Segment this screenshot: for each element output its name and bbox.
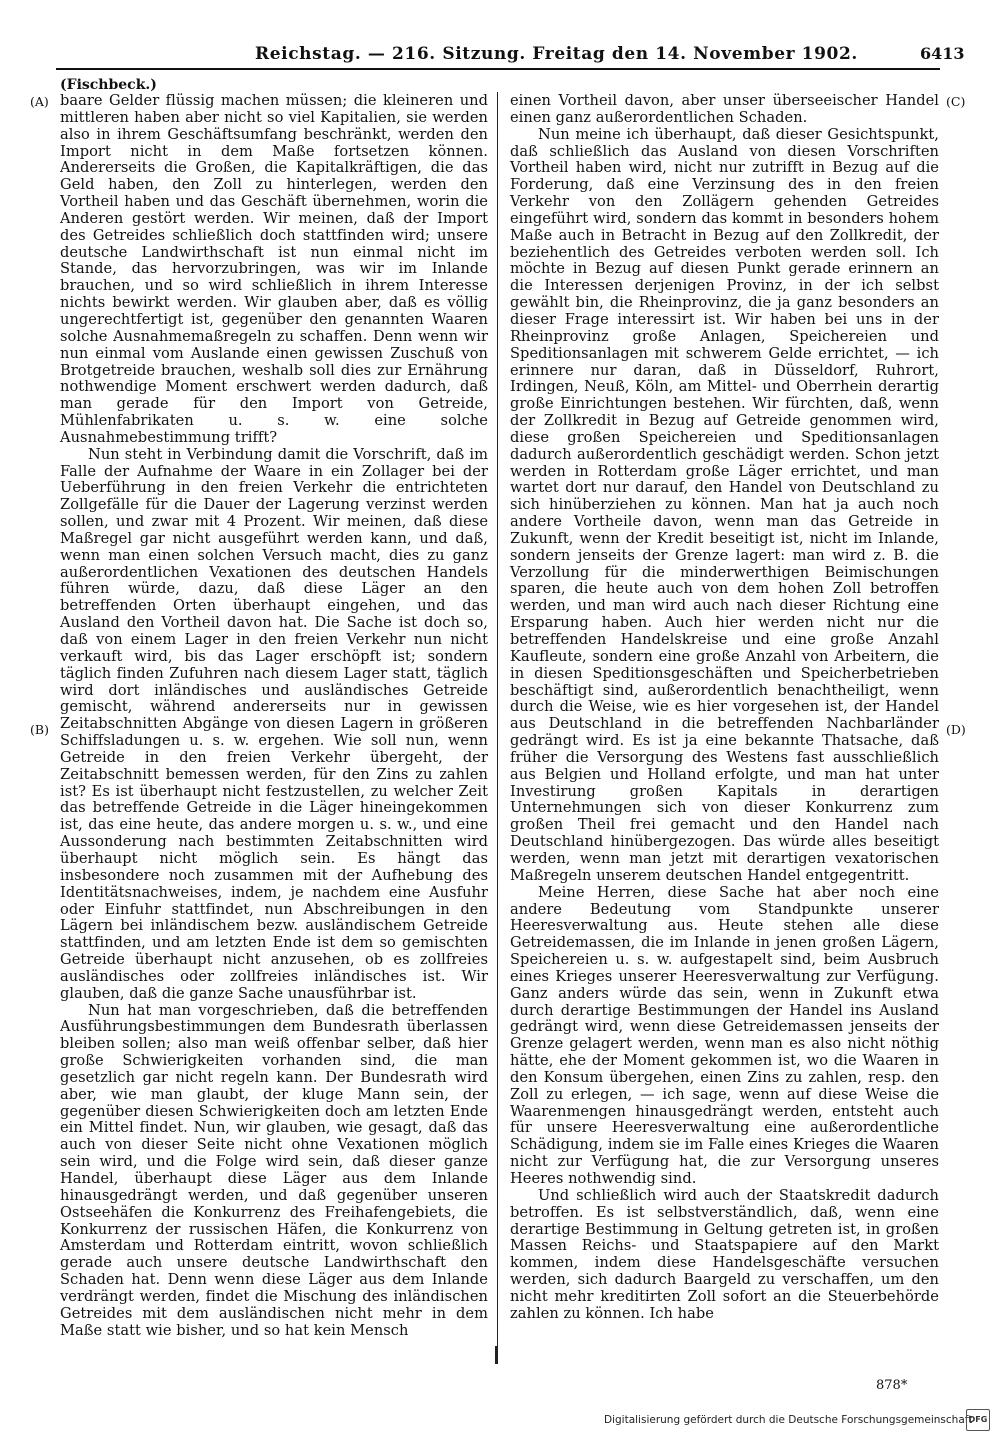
margin-mark-a: (A) <box>30 94 49 109</box>
column-divider <box>497 92 498 1358</box>
right-column <box>510 93 939 1323</box>
column-divider-mark <box>495 1346 498 1364</box>
page-number: 6413 <box>920 44 965 63</box>
margin-mark-b: (B) <box>30 722 49 737</box>
margin-mark-d: (D) <box>946 722 966 737</box>
sheet-signature: 878* <box>876 1378 908 1393</box>
paragraph: Nun meine ich überhaupt, daß dieser Gesichtspunkt, daß schließlich das Ausland von diesen Vorschriften Vortheil haben wird, nicht nur zutrifft in Bezug auf die Forderung, daß eine Verzinsung des in den freien Verkehr von den Zollägern gehenden Getreides eingeführt wird, sondern das kommt in besonders hohem Maße auch in Betracht in Bezug auf den Zollkredit, der beziehentlich des Getreides verboten werden soll. Ich möchte in Bezug auf diesen Punkt gerade erinnern an die Interessen derjenigen Provinz, in der ich selbst gewählt bin, die Rheinprovinz, die ja ganz besonders an dieser Frage interessirt ist. Wir haben bei uns in der Rheinprovinz große Anlagen, Speichereien und Speditionsanlagen mit schwerem Gelde errichtet, — ich erinnere nur daran, daß in Düsseldorf, Ruhrort, Irdingen, Neuß, Köln, am Mittel- und Oberrhein derartig große Einrichtungen bestehen. Wir fürchten, daß, wenn der Zollkredit in Bezug auf Getreide genommen wird, diese großen Speichereien und Speditionsanlagen dadurch außerordentlich geschädigt werden. Schon jetzt werden in Rotterdam große Läger errichtet, und man wartet dort nur darauf, den Handel von Deutschland zu sich hinüberziehen zu können. Man hat ja auch noch andere Vortheile davon, wenn man das Getreide in Zukunft, wenn der Kredit beseitigt ist, nicht im Inlande, sondern jenseits der Grenze lagert: man wird z. B. die Verzollung für die minderwerthigen Beimischungen sparen, die heute auch von dem hohen Zoll betroffen werden, und man wird auch nach dieser Richtung eine Ersparung haben. Auch hier werden nicht nur die betreffenden Handelskreise und eine große Anzahl Kaufleute, sondern eine große Anzahl von Arbeitern, die in diesen Speditionsgeschäften und Speicherbetrieben beschäftigt sind, außerordentlich benachtheiligt, wenn durch die Weise, wie es hier vorgesehen ist, der Handel aus Deutschland in die betreffenden Nachbarländer gedrängt wird. Es ist ja eine bekannte Thatsache, daß früher die Versorgung des Westens fast ausschließlich aus Belgien und Holland erfolgte, und man hat unter Investirung großen Kapitals in derartigen Unternehmungen sich von dieser Konkurrenz zum großen Theil frei gemacht und den Handel nach Deutschland hinübergezogen. Das würde alles beseitigt werden, wenn man jetzt mit derartigen vexatorischen Maßregeln unserem deutschen Handel entgegentritt. <box>510 125 939 884</box>
dfg-logo-icon: DFG <box>966 1409 990 1431</box>
page-header <box>0 44 1000 68</box>
digitization-credit: Digitalisierung gefördert durch die Deutsche Forschungsgemeinschaft <box>604 1414 973 1426</box>
paragraph: einen Vortheil davon, aber unser überseeischer Handel einen ganz außerordentlichen Schaden. <box>510 92 939 126</box>
paragraph: Nun steht in Verbindung damit die Vorschrift, daß im Falle der Aufnahme der Waare in ein Zollager bei der Ueberführung in den freien Verkehr die entrichteten Zollgefälle für die Dauer der Lagerung verzinst werden sollen, und zwar mit 4 Prozent. Wir meinen, daß diese Maßregel gar nicht ausgeführt werden kann, und daß, wenn man einen solchen Versuch macht, dies zu ganz außerordentlichen Vexationen des deutschen Handels führen würde, dazu, daß diese Läger an den betreffenden Orten überhaupt eingehen, und das Ausland den Vortheil davon hat. Die Sache ist doch so, daß von einem Lager in den freien Verkehr nun nicht verkauft wird, bis das Lager erschöpft ist; sondern täglich finden Zufuhren nach diesem Lager statt, täglich wird dort inländisches und ausländisches Getreide gemischt, während andererseits nur in gewissen Zeitabschnitten Abgänge von diesen Lagern in größeren Schiffsladungen u. s. w. ergehen. Wie soll nun, wenn Getreide in den freien Verkehr übergeht, der Zeitabschnitt bemessen werden, für den Zins zu zahlen ist? Es ist überhaupt nicht festzustellen, zu welcher Zeit das betreffende Getreide in die Läger hineingekommen ist, das eine heute, das andere morgen u. s. w., und eine Aussonderung nach bestimmten Zeitabschnitten wird überhaupt nicht möglich sein. Es hängt das insbesondere noch zusammen mit der Aufhebung des Identitätsnachweises, indem, je nachdem eine Ausfuhr oder Einfuhr stattfindet, nun Abschreibungen in den Lägern bei inländischem bezw. ausländischem Getreide stattfinden, und am letzten Ende ist dem so gemischten Getreide überhaupt nicht anzusehen, ob es zollfreies ausländisches oder zollfreies inländisches ist. Wir glauben, daß die ganze Sache unausführbar ist. <box>60 445 488 1002</box>
left-column <box>60 93 488 1339</box>
paragraph: Und schließlich wird auch der Staatskredit dadurch betroffen. Es ist selbstverständlich, daß, wenn eine derartige Bestimmung in Geltung getreten ist, in großen Massen Reichs- und Staatspapiere auf den Markt kommen, indem diese Handelsgeschäfte versuchen werden, sich dadurch Baargeld zu verschaffen, um den nicht mehr kreditirten Zoll sofort an die Steuerbehörde zahlen zu können. Ich habe <box>510 1186 939 1322</box>
header-rule <box>56 68 940 70</box>
page-title: Reichstag. — 216. Sitzung. Freitag den 14. November 1902. <box>255 44 858 64</box>
paragraph: Meine Herren, diese Sache hat aber noch eine andere Bedeutung vom Standpunkte unserer Heeresverwaltung aus. Heute stehen alle diese Getreidemassen, die im Inlande in jenen großen Lägern, Speichereien u. s. w. aufgestapelt sind, beim Ausbruch eines Krieges unserer Heeresverwaltung zur Verfügung. Ganz anders würde das sein, wenn in Zukunft etwa durch derartige Bestimmungen der Handel ins Ausland gedrängt wird, wenn diese Getreidemassen jenseits der Grenze gelagert werden, wenn man es also nicht nöthig hätte, ehe der Moment gekommen ist, wo die Waaren in den Konsum übergehen, einen Zins zu zahlen, resp. den Zoll zu erlegen, — ich sage, wenn auf diese Weise die Waarenmengen hinausgedrängt werden, entsteht auch für unsere Heeresverwaltung eine außerordentliche Schädigung, indem sie im Falle eines Krieges die Waaren nicht zur Verfügung hat, die zur Versorgung unseres Heeres nothwendig sind. <box>510 883 939 1187</box>
paragraph: baare Gelder flüssig machen müssen; die kleineren und mittleren haben aber nicht so viel Kapitalien, sie werden also in ihrem Geschäftsumfang beschränkt, werden den Import nicht in dem Maße fortsetzen können. Andererseits die Großen, die Kapitalkräftigen, die das Geld haben, den Zoll zu hinterlegen, werden den Vortheil haben und das Geschäft übernehmen, worin die Anderen gestört werden. Wir meinen, daß der Import des Getreides schließlich doch stattfinden wird; unsere deutsche Landwirthschaft ist nun einmal nicht im Stande, das hervorzubringen, was wir im Inlande brauchen, und so wird schließlich in ihrem Interesse nichts bewirkt werden. Wir glauben aber, daß es völlig ungerechtfertigt ist, gegenüber den genannten Waaren solche Ausnahmemaßregeln zu schaffen. Denn wenn wir nun einmal vom Auslande einen gewissen Zuschuß von Brotgetreide brauchen, weshalb soll dies zur Ernährung nothwendige Moment erschwert werden dadurch, daß man gerade für den Import von Getreide, Mühlenfabrikaten u. s. w. eine solche Ausnahmebestimmung trifft? <box>60 92 488 446</box>
paragraph: Nun hat man vorgeschrieben, daß die betreffenden Ausführungsbestimmungen dem Bundesrath überlassen bleiben sollen; also man weiß offenbar selber, daß hier große Schwierigkeiten vorhanden sind, die man gesetzlich gar nicht regeln kann. Der Bundesrath wird aber, wie man glaubt, der kluge Mann sein, der gegenüber diesen Schwierigkeiten doch am letzten Ende ein Mittel findet. Nun, wir glauben, wie gesagt, daß das auch von dieser Seite nicht ohne Vexationen möglich sein wird, und die Folge wird sein, daß dieser ganze Handel, überhaupt diese Läger aus dem Inlande hinausgedrängt werden, und daß gegenüber unseren Ostseehäfen die Konkurrenz des Freihafengebiets, die Konkurrenz der russischen Häfen, die Konkurrenz von Amsterdam und Rotterdam eintritt, wovon schließlich gerade auch unsere deutsche Landwirthschaft den Schaden hat. Denn wenn diese Läger aus dem Inlande verdrängt werden, findet die Mischung des inländischen Getreides mit dem ausländischen nicht mehr in dem Maße statt wie bisher, und so hat kein Mensch <box>60 1001 488 1339</box>
margin-mark-c: (C) <box>946 94 966 109</box>
speaker-name: (Fischbeck.) <box>60 77 157 93</box>
